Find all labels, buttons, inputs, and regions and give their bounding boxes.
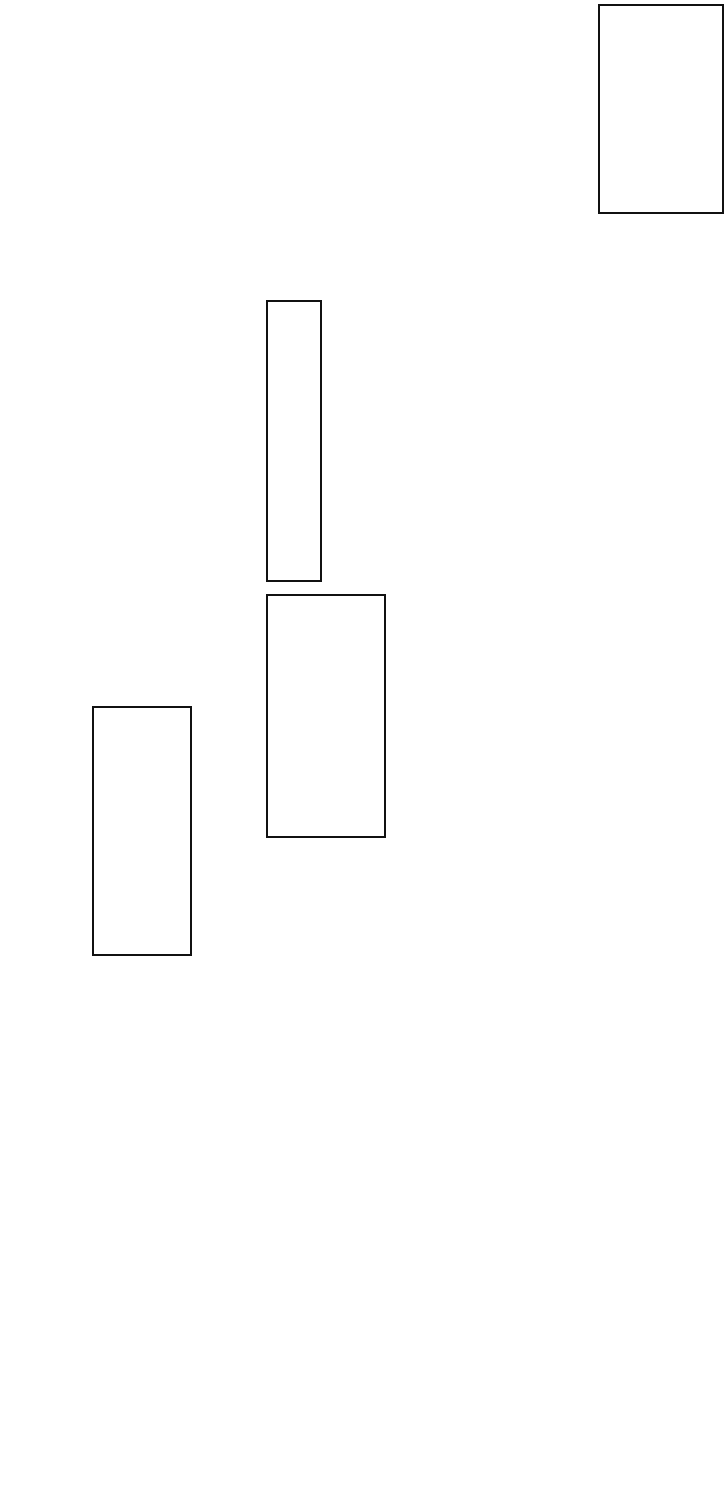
article1-kicker-box [598,4,724,214]
article2-body2 [4,566,100,706]
article1-box-mid2-text [270,598,384,836]
article1-body-mid-col [292,300,520,568]
article1-body-low3 [4,1232,266,1488]
article1-inset-box [92,706,192,956]
article1-body-mid3 [266,852,520,1128]
article1-body-right [354,20,520,282]
article3-body [530,1236,726,1486]
article2-body [4,6,100,566]
article1-box-mid [266,300,322,582]
article2-headline [160,10,268,700]
article1-box-mid2 [266,594,386,838]
article1-headline [600,186,720,1186]
article2-body3 [4,712,92,1002]
article1-kicker [606,12,720,212]
article1-body-right2-col [268,20,354,282]
article1-body-low2-main [4,980,266,1224]
article2-subhead [100,176,162,696]
article3-body2 [270,1236,526,1486]
article1-body-mid2 [388,580,520,838]
article1-box-mid-text [270,304,320,580]
article1-subhead [520,72,600,1172]
